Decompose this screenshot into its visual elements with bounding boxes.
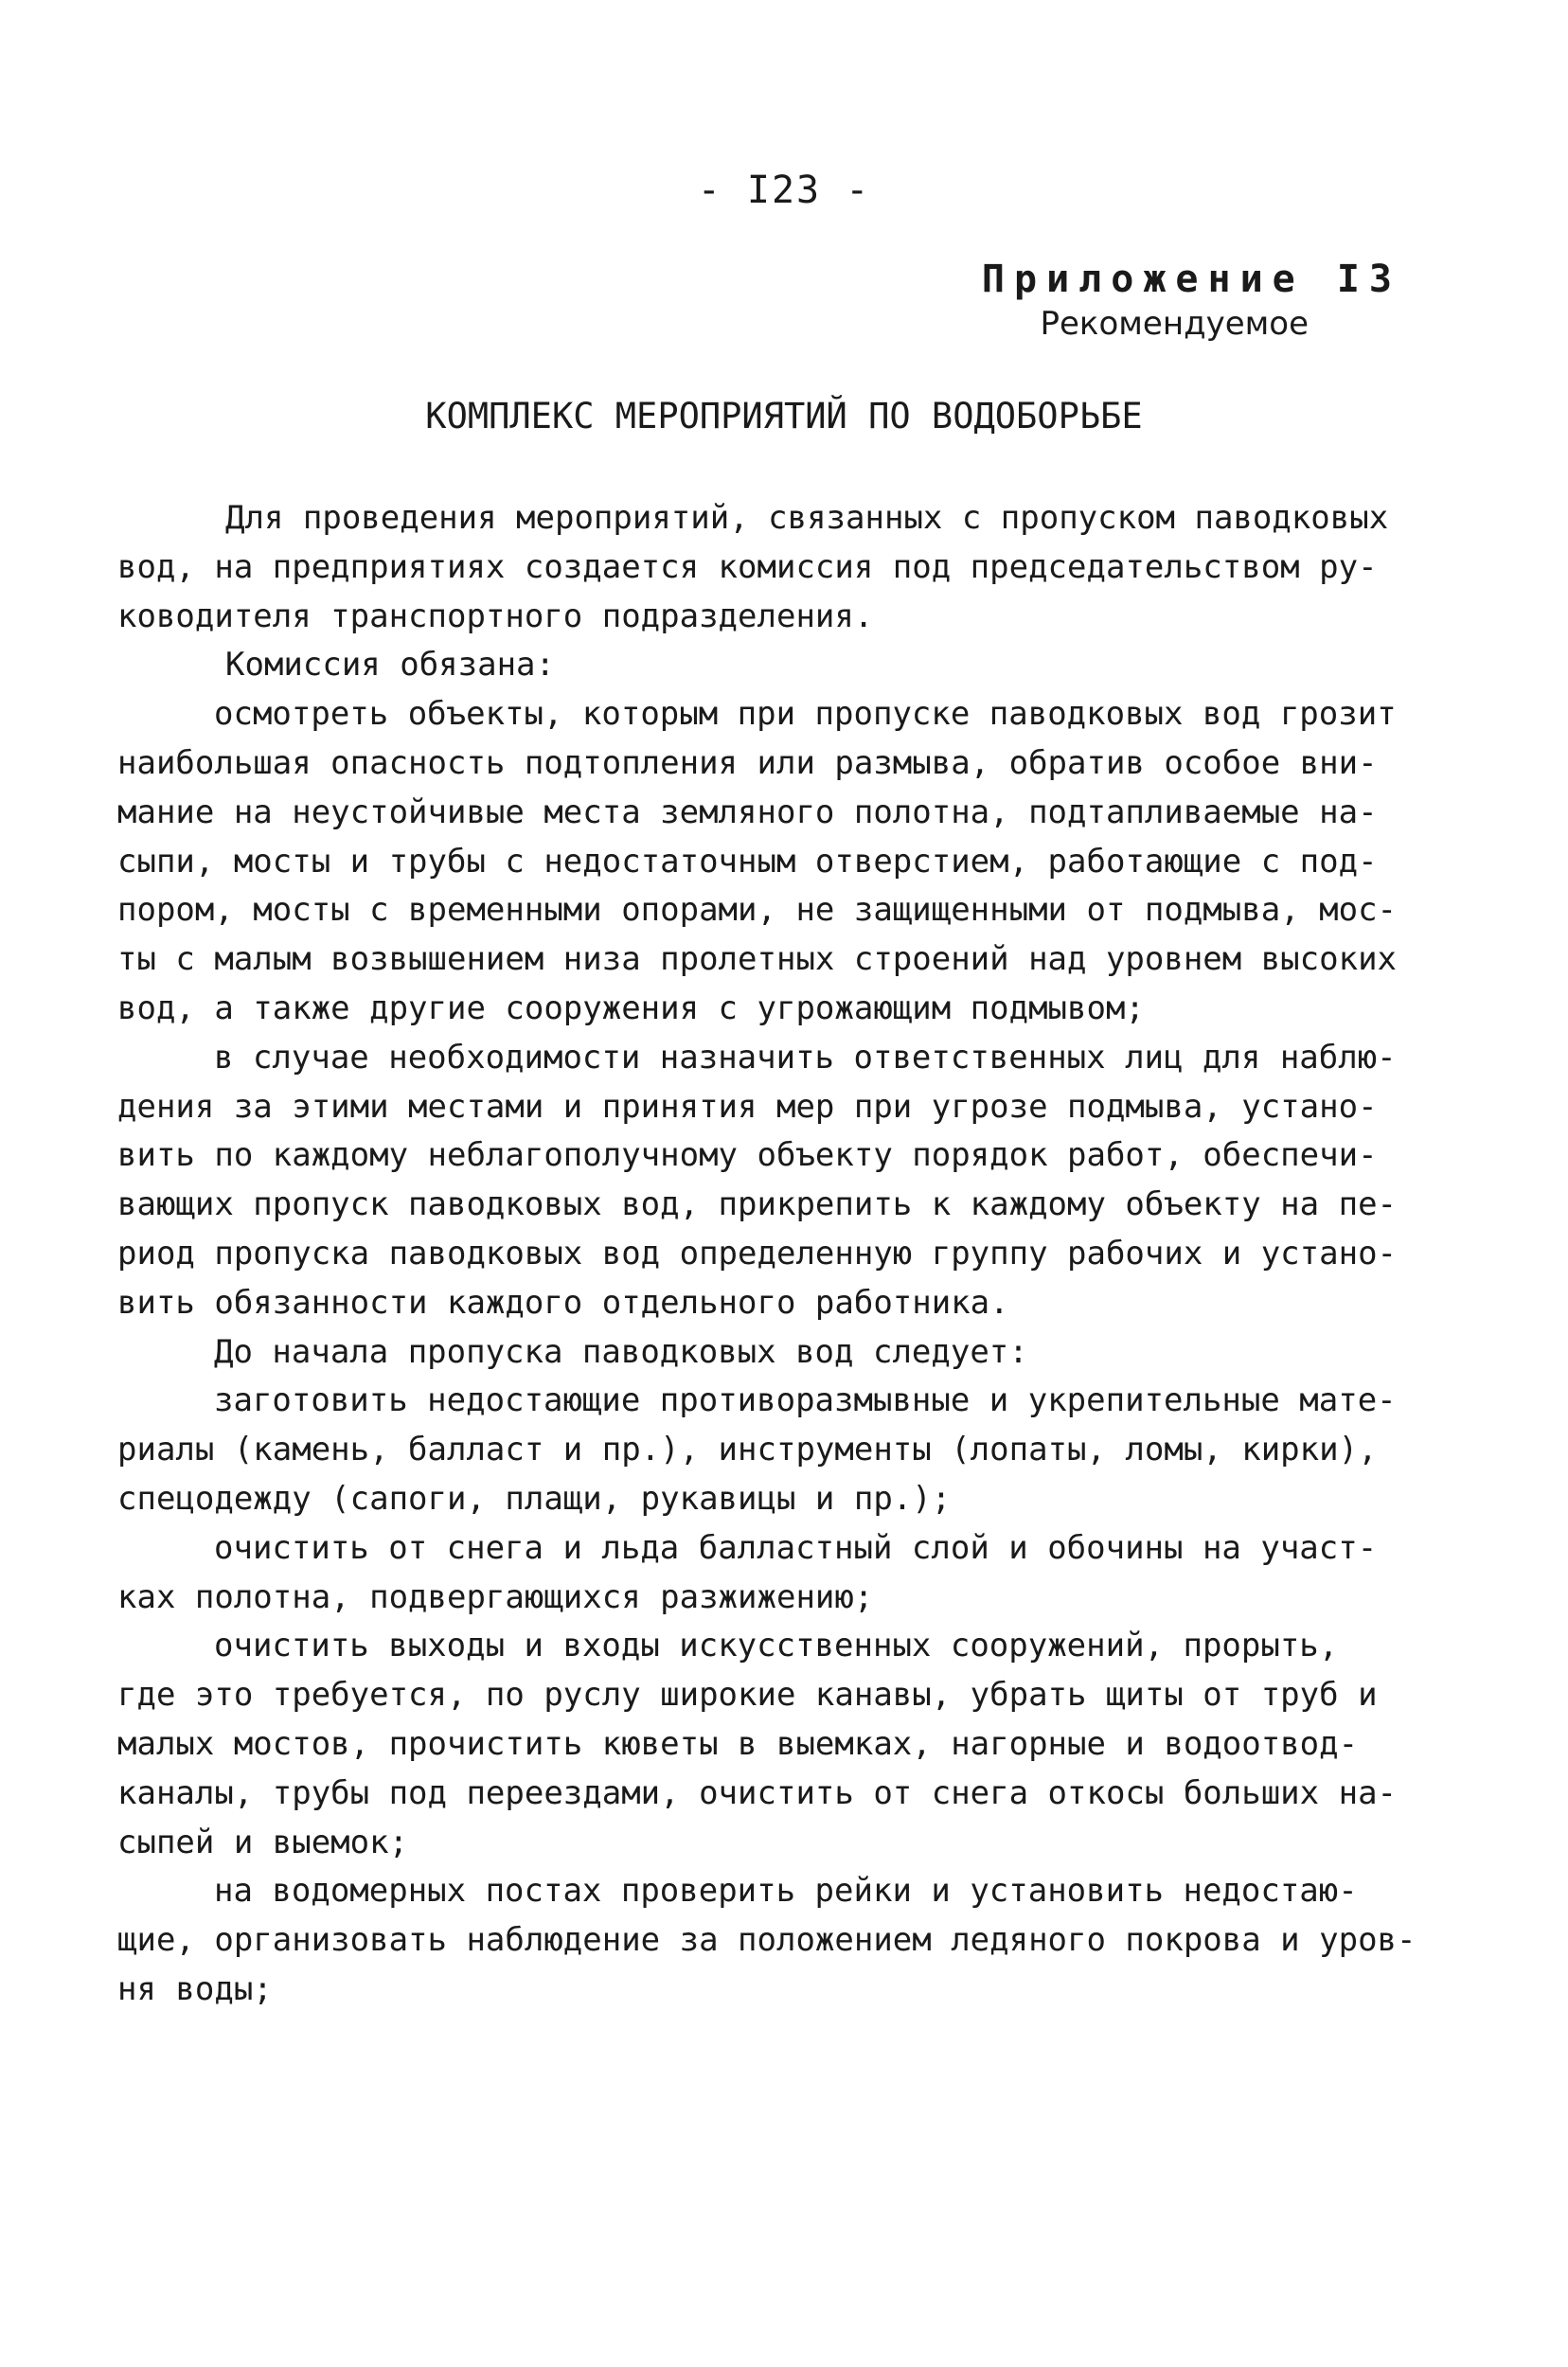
document-title: КОМПЛЕКС МЕРОПРИЯТИЙ ПО ВОДОБОРЬБЕ <box>425 396 1143 436</box>
text-line: вающих пропуск паводковых вод, прикрепить к каждому объекту на пе- <box>117 1185 1398 1224</box>
document-body <box>117 494 1417 2015</box>
page-number: - I23 - <box>697 169 871 212</box>
text-line: очистить от снега и льда балластный слой и обочины на участ- <box>214 1528 1378 1567</box>
text-line: вить обязанности каждого отдельного работника. <box>117 1283 1009 1322</box>
text-line: риод пропуска паводковых вод определенную группу рабочих и устано- <box>117 1234 1398 1272</box>
text-line: Для проведения мероприятий, связанных с пропуском паводковых <box>225 499 1389 537</box>
text-line: вить по каждому неблагополучному объекту порядок работ, обеспечи- <box>117 1136 1378 1175</box>
text-line: ня воды; <box>117 1969 273 2008</box>
text-line: щие, организовать наблюдение за положением ледяного покрова и уров- <box>117 1921 1417 1960</box>
text-line: риалы (камень, балласт и пр.), инструменты (лопаты, ломы, кирки), <box>117 1431 1378 1469</box>
text-line: каналы, трубы под переездами, очистить от снега откосы больших на- <box>117 1773 1398 1812</box>
text-line: дения за этими местами и принятия мер при угрозе подмыва, устано- <box>117 1087 1378 1126</box>
text-line: где это требуется, по руслу широкие канавы, убрать щиты от труб и <box>117 1676 1378 1715</box>
text-line: наибольшая опасность подтопления или размыва, обратив особое вни- <box>117 743 1378 782</box>
appendix-label: Приложение I3 <box>981 258 1401 301</box>
text-line: пором, мосты с временными опорами, не защищенными от подмыва, мос- <box>117 891 1398 930</box>
text-line: мание на неустойчивые места земляного полотна, подтапливаемые на- <box>117 792 1378 831</box>
text-line: сыпи, мосты и трубы с недостаточным отверстием, работающие с под- <box>117 842 1378 881</box>
text-line: очистить выходы и входы искусственных сооружений, прорыть, <box>214 1627 1339 1665</box>
text-line: Комиссия обязана: <box>225 646 555 685</box>
text-line: в случае необходимости назначить ответственных лиц для наблю- <box>214 1038 1397 1077</box>
text-line: вод, на предприятиях создается комиссия под председательством ру- <box>117 547 1378 586</box>
text-line: До начала пропуска паводковых вод следует: <box>214 1332 1028 1371</box>
text-line: на водомерных постах проверить рейки и установить недостаю- <box>214 1872 1358 1911</box>
text-line: заготовить недостающие противоразмывные и укрепительные мате- <box>214 1381 1397 1420</box>
text-line: ководителя транспортного подразделения. <box>117 596 874 635</box>
text-line: малых мостов, прочистить кюветы в выемках, нагорные и водоотвод- <box>117 1724 1359 1763</box>
text-line: вод, а также другие сооружения с угрожающим подмывом; <box>117 988 1145 1027</box>
text-line: сыпей и выемок; <box>117 1823 409 1861</box>
text-line: осмотреть объекты, которым при пропуске паводковых вод грозит <box>214 695 1397 734</box>
text-line: спецодежду (сапоги, плащи, рукавицы и пр.); <box>117 1479 952 1518</box>
appendix-status: Рекомендуемое <box>1040 305 1309 343</box>
text-line: ты с малым возвышением низа пролетных строений над уровнем высоких <box>117 940 1398 979</box>
text-line: ках полотна, подвергающихся разжижению; <box>117 1577 874 1616</box>
